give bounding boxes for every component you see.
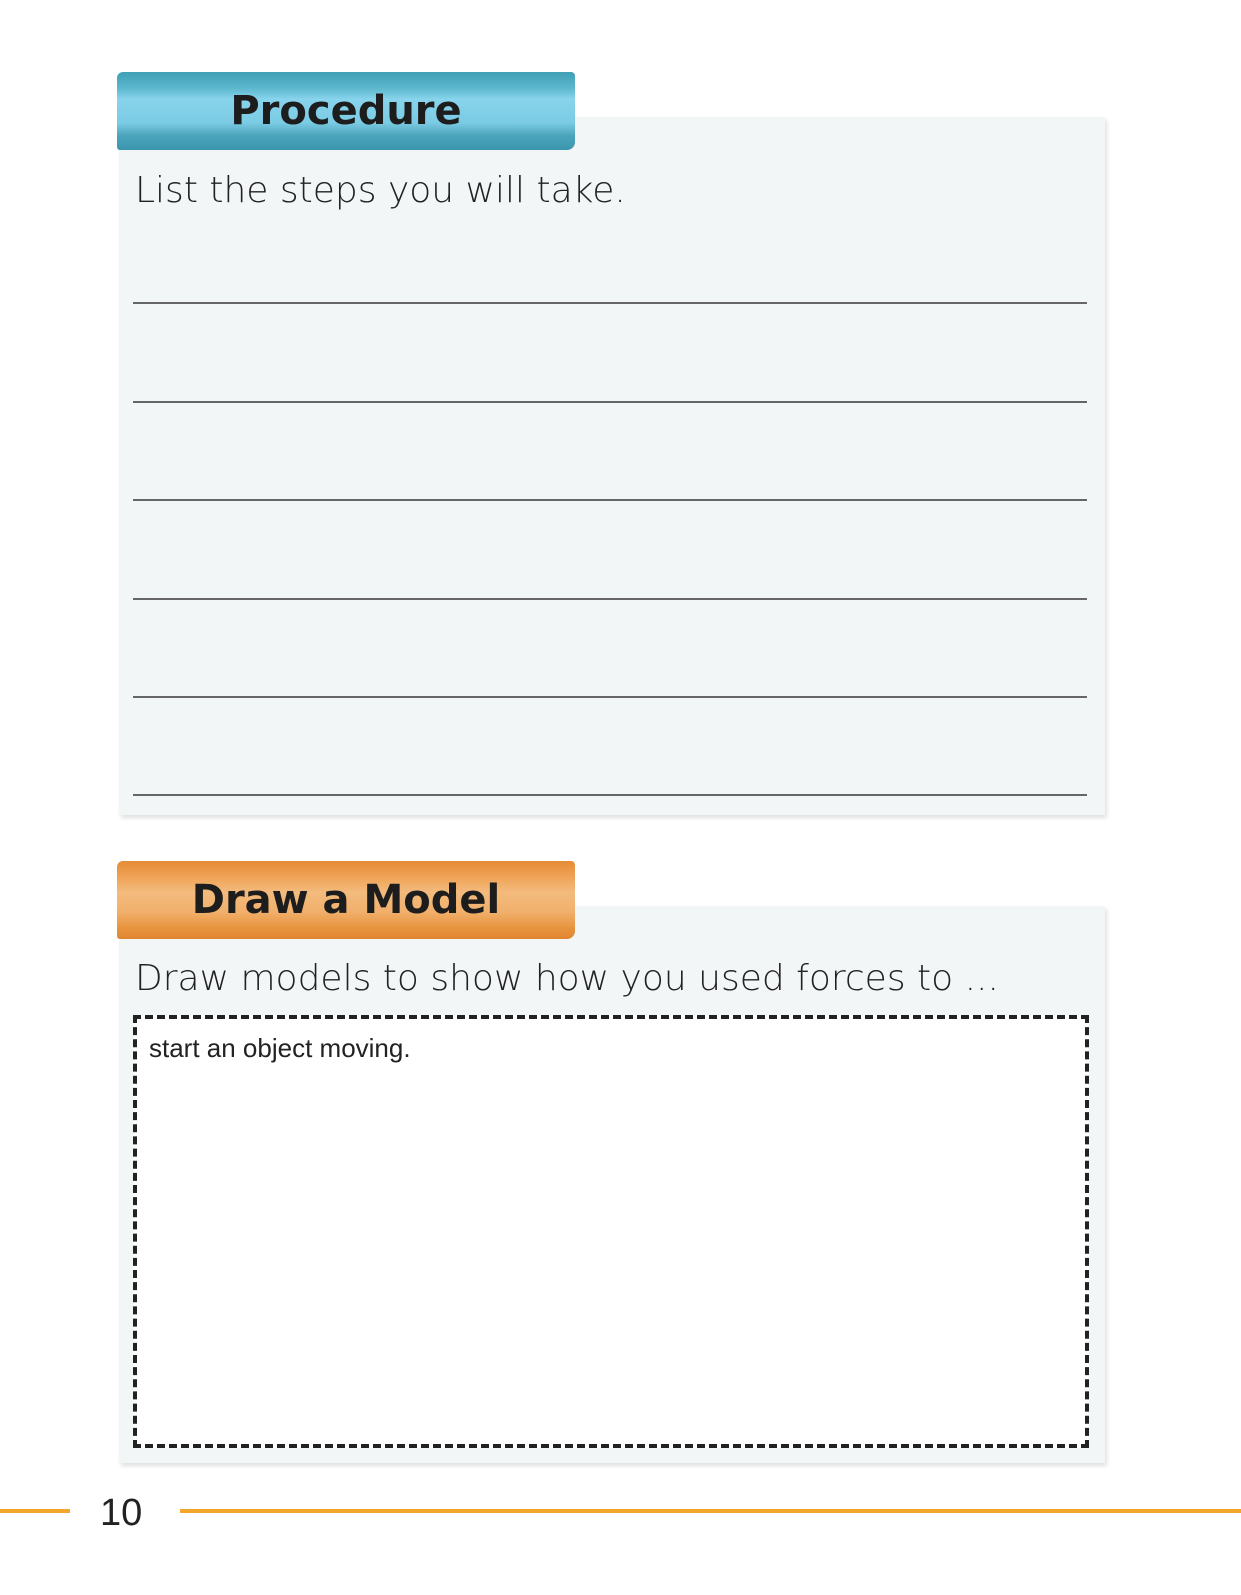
procedure-title: Procedure (230, 88, 462, 134)
model-prompt: Draw models to show how you used forces to ... (135, 958, 999, 999)
writing-line[interactable] (133, 401, 1087, 403)
drawing-area[interactable] (133, 1015, 1089, 1448)
model-title: Draw a Model (191, 877, 501, 923)
procedure-banner (117, 72, 575, 150)
writing-line[interactable] (133, 696, 1087, 698)
writing-line[interactable] (133, 499, 1087, 501)
model-banner (117, 861, 575, 939)
footer-line-right (180, 1509, 1241, 1513)
procedure-card (119, 117, 1105, 815)
footer-line-left (0, 1509, 70, 1513)
page-number: 10 (100, 1492, 143, 1534)
writing-line[interactable] (133, 598, 1087, 600)
writing-line[interactable] (133, 794, 1087, 796)
writing-line[interactable] (133, 302, 1087, 304)
procedure-prompt: List the steps you will take. (135, 170, 626, 211)
drawing-area-label: start an object moving. (149, 1033, 411, 1063)
